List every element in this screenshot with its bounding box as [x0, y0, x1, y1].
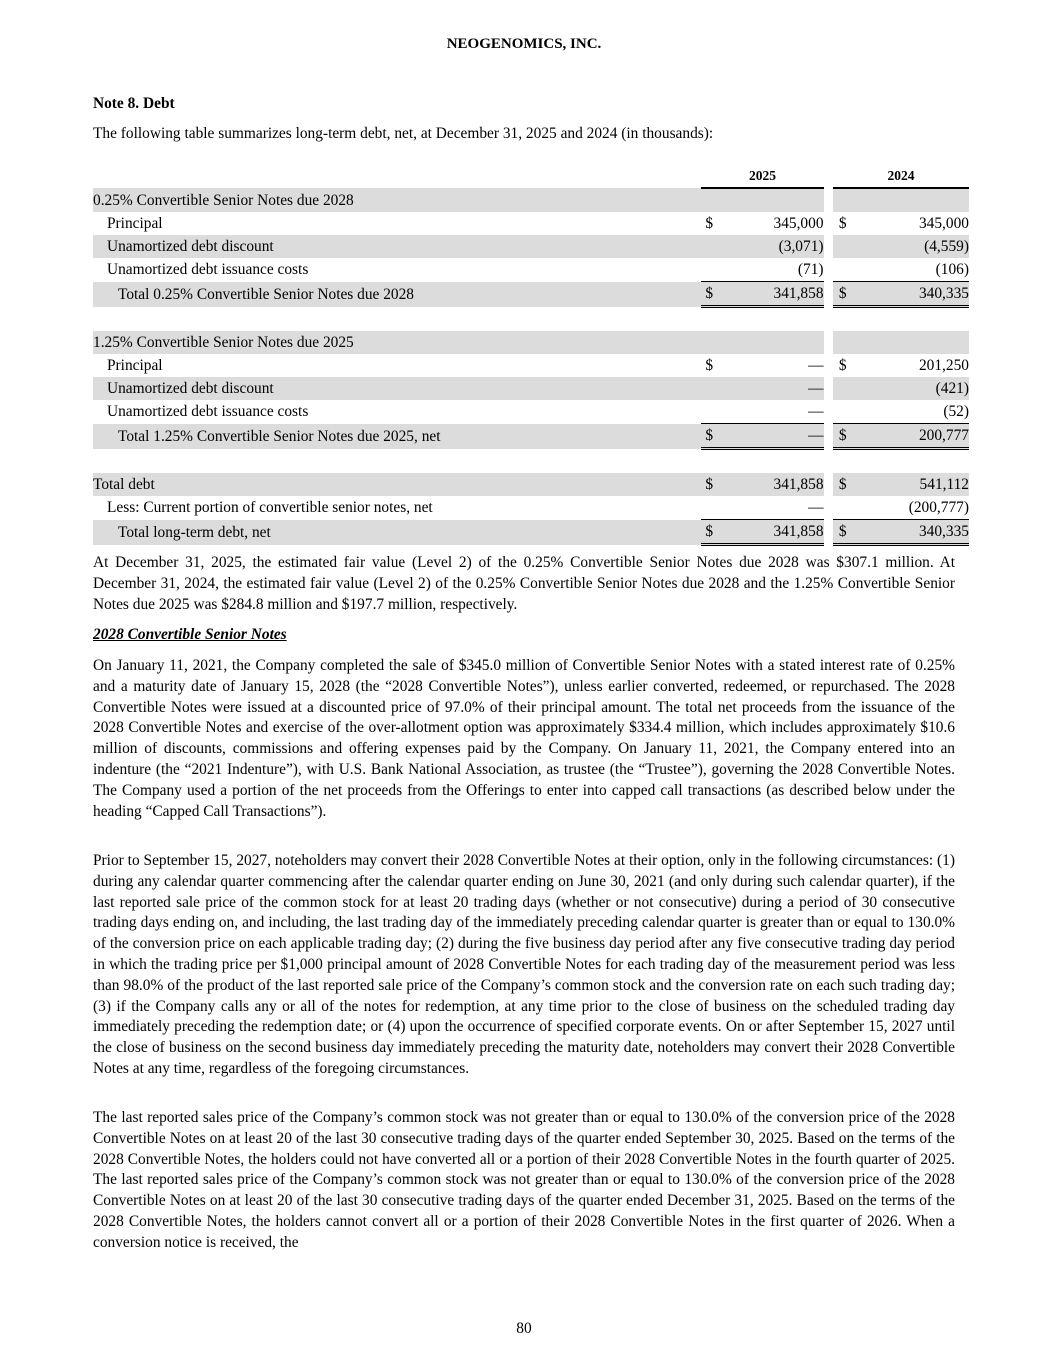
row-label: Unamortized debt issuance costs	[107, 403, 309, 421]
currency-symbol: $	[705, 215, 714, 232]
currency-symbol: $	[838, 215, 847, 232]
year-header: 2025	[701, 164, 823, 188]
currency-symbol: $	[701, 473, 726, 496]
currency-symbol: $	[701, 424, 726, 449]
currency-symbol	[701, 188, 726, 212]
table-row	[93, 235, 969, 258]
value-2025: (3,071)	[727, 235, 824, 258]
value-2024: 541,112	[860, 473, 969, 496]
currency-symbol: $	[705, 357, 714, 374]
row-label: Principal	[107, 357, 163, 374]
value-2025: —	[808, 357, 824, 374]
currency-symbol	[701, 258, 726, 282]
value-2024: (106)	[935, 261, 969, 278]
table-row	[93, 473, 969, 496]
table-row	[93, 377, 969, 400]
currency-symbol	[701, 235, 726, 258]
value-2025: (71)	[797, 261, 824, 278]
currency-symbol: $	[838, 357, 847, 374]
currency-symbol	[833, 188, 860, 212]
value-2025: 341,858	[727, 473, 824, 496]
value-2025	[727, 188, 824, 212]
table-row	[93, 354, 969, 377]
debt-table	[93, 164, 969, 546]
row-label: 1.25% Convertible Senior Notes due 2025	[93, 331, 701, 354]
currency-symbol	[701, 496, 726, 520]
year-header: 2024	[833, 164, 969, 188]
table-row	[93, 331, 969, 354]
value-2025: —	[727, 377, 824, 400]
table-row	[93, 520, 969, 545]
currency-symbol: $	[833, 473, 860, 496]
value-2025: —	[808, 499, 824, 516]
value-2024: (4,559)	[860, 235, 969, 258]
currency-symbol	[833, 331, 860, 354]
value-2025: 341,858	[727, 520, 824, 545]
value-2024: (52)	[943, 403, 969, 420]
currency-symbol: $	[701, 282, 726, 307]
currency-symbol	[833, 235, 860, 258]
value-2024: 345,000	[918, 215, 969, 232]
intro-text: The following table summarizes long-term debt, net, at December 31, 2025 and 2024 (in thousands):	[93, 125, 714, 142]
paragraph: Prior to September 15, 2027, noteholders may convert their 2028 Convertible Notes at their option, only in the following circumstances: (1) during any calendar quarter commencing after the calendar quarter ending on June 30, 2021 (and only during such calendar quarter), if the last reported sale price of the common stock for at least 20 trading days (whether or not consecutive) during a period of 30 consecutive trading days ending on, and including, the last trading day of the immediately preceding calendar quarter is greater than or equal to 130.0% of the conversion price on each applicable trading day; (2) during the five business day period after any five consecutive trading day period in which the trading price per $1,000 principal amount of 2028 Convertible Notes for each trading day of the measurement period was less than 98.0% of the product of the last reported sale price of the Company’s common stock and the conversion rate on each such trading day; (3) if the Company calls any or all of the notes for redemption, at any time prior to the close of business on the scheduled trading day immediately preceding the redemption date; or (4) upon the occurrence of specified corporate events. On or after September 15, 2027 until the close of business on the second business day immediately preceding the maturity date, noteholders may convert their 2028 Convertible Notes at any time, regardless of the foregoing circumstances.	[93, 852, 955, 1077]
value-2024: 340,335	[860, 282, 969, 307]
value-2024	[860, 188, 969, 212]
company-header: NEOGENOMICS, INC.	[446, 36, 602, 52]
table-row	[93, 212, 969, 235]
value-2024: 200,777	[860, 424, 969, 449]
currency-symbol: $	[833, 520, 860, 545]
row-label: 0.25% Convertible Senior Notes due 2028	[93, 188, 701, 212]
fair-value-paragraph: At December 31, 2025, the estimated fair value (Level 2) of the 0.25% Convertible Senior Notes due 2028 was $307.1 million. At December 31, 2024, the estimated fair value (Level 2) of the 0.25% Convertible Senior Notes due 2028 and the 1.25% Convertible Senior Notes due 2025 was $284.8 million and $197.7 million, respectively.	[93, 554, 955, 613]
value-2024: 340,335	[860, 520, 969, 545]
paragraph: The last reported sales price of the Company’s common stock was not greater than or equal to 130.0% of the conversion price of the 2028 Convertible Notes on at least 20 of the last 30 consecutive trading days of the quarter ended September 30, 2025. Based on the terms of the 2028 Convertible Notes, the holders could not have converted all or a portion of their 2028 Convertible Notes in the fourth quarter of 2025. The last reported sales price of the Company’s common stock was not greater than or equal to 130.0% of the conversion price of the 2028 Convertible Notes on at least 20 of the last 30 consecutive trading days of the quarter ended December 31, 2025. Based on the terms of the 2028 Convertible Notes, the holders cannot convert all or a portion of their 2028 Convertible Notes in the first quarter of 2026. When a conversion notice is received, the	[93, 1109, 955, 1251]
section-heading: 2028 Convertible Senior Notes	[93, 626, 287, 643]
currency-symbol	[833, 258, 860, 282]
currency-symbol	[833, 496, 860, 520]
value-2025: 345,000	[773, 215, 824, 232]
row-label: Total 1.25% Convertible Senior Notes due 2025, net	[93, 424, 701, 449]
table-row	[93, 496, 969, 520]
row-label: Less: Current portion of convertible senior notes, net	[107, 499, 433, 517]
row-label: Total debt	[93, 473, 701, 496]
table-row	[93, 258, 969, 282]
table-row	[93, 188, 969, 212]
currency-symbol	[701, 331, 726, 354]
row-label: Principal	[107, 215, 163, 232]
spacer-row	[93, 449, 969, 474]
value-2024: (200,777)	[908, 499, 969, 516]
spacer-row	[93, 307, 969, 332]
value-2024: 201,250	[918, 357, 969, 374]
currency-symbol	[833, 377, 860, 400]
currency-symbol: $	[833, 282, 860, 307]
value-2025: —	[808, 403, 824, 420]
note-title: Note 8. Debt	[93, 95, 175, 112]
table-row	[93, 400, 969, 424]
currency-symbol	[701, 400, 726, 424]
page-number: 80	[516, 1320, 532, 1337]
value-2024	[860, 331, 969, 354]
table-row	[93, 282, 969, 307]
value-2025	[727, 331, 824, 354]
currency-symbol: $	[701, 520, 726, 545]
currency-symbol	[833, 400, 860, 424]
currency-symbol: $	[833, 424, 860, 449]
row-label: Total long-term debt, net	[93, 520, 701, 545]
table-row	[93, 424, 969, 449]
paragraph: On January 11, 2021, the Company completed the sale of $345.0 million of Convertible Senior Notes with a stated interest rate of 0.25% and a maturity date of January 15, 2028 (the “2028 Convertible Notes”), unless earlier converted, redeemed, or repurchased. The 2028 Convertible Notes were issued at a discounted price of 97.0% of their principal amount. The total net proceeds from the issuance of the 2028 Convertible Notes and exercise of the over-allotment option was approximately $334.4 million, which includes approximately $10.6 million of discounts, commissions and offering expenses paid by the Company. On January 11, 2021, the Company entered into an indenture (the “2021 Indenture”), with U.S. Bank National Association, as trustee (the “Trustee”), governing the 2028 Convertible Notes. The Company used a portion of the net proceeds from the Offerings to enter into capped call transactions (as described below under the heading “Capped Call Transactions”).	[93, 657, 955, 820]
value-2024: (421)	[860, 377, 969, 400]
value-2025: 341,858	[727, 282, 824, 307]
currency-symbol	[701, 377, 726, 400]
value-2025: —	[727, 424, 824, 449]
row-label: Total 0.25% Convertible Senior Notes due 2028	[93, 282, 701, 307]
row-label: Unamortized debt discount	[93, 235, 701, 258]
row-label: Unamortized debt discount	[93, 377, 701, 400]
row-label: Unamortized debt issuance costs	[107, 261, 309, 279]
